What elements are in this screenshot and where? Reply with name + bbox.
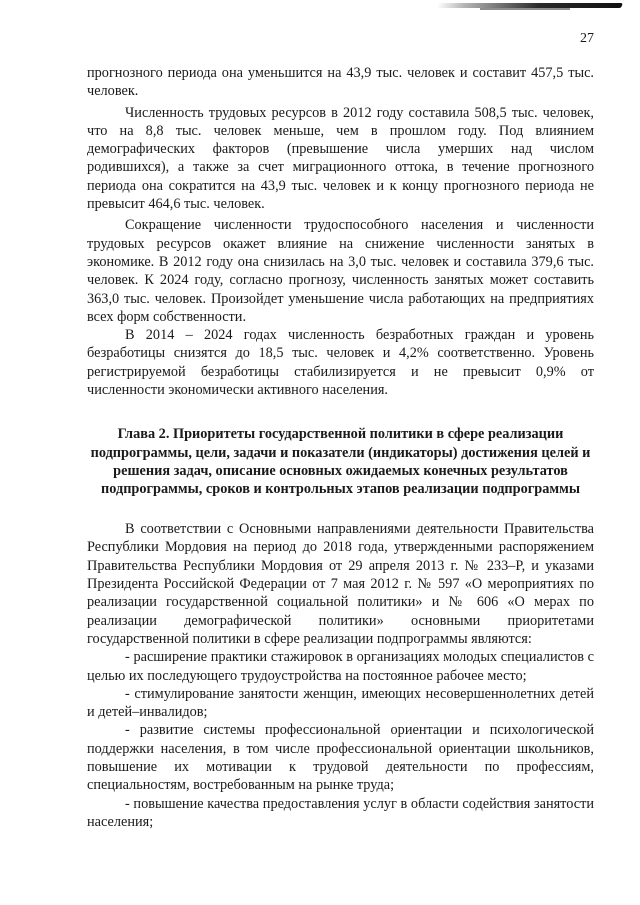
scan-artifact-line	[480, 8, 570, 10]
list-item-women-employment: - стимулирование занятости женщин, имеющих несовершеннолетних детей и детей–инвалидов;	[87, 685, 594, 721]
list-item-career-guidance: - развитие системы профессиональной ориентации и психологической поддержки населения, в том числе профессиональной ориентации школьников, повышение их мотивации к трудовой деятельности по профессиям, специальностям, востребованным на рынке труда;	[87, 722, 594, 794]
list-item-internships: - расширение практики стажировок в организациях молодых специалистов с целью их последующего трудоустройства на постоянное рабочее место;	[87, 649, 594, 684]
list-item-service-quality: - повышение качества предоставления услуг в области содействия занятости населения;	[87, 795, 594, 830]
page-number: 27	[580, 31, 594, 46]
document-body	[87, 64, 594, 831]
paragraph-employment: Сокращение численности трудоспособного населения и численности трудовых ресурсов окажет влияние на снижение численности занятых в экономике. В 2012 году она снизилась на 3,0 тыс. человек и составила 379,6 тыс. человек. К 2024 году, согласно прогнозу, численность занятых может составить 363,0 тыс. человек. Произойдет уменьшение числа работающих на предприятиях всех форм собственности.	[87, 217, 594, 325]
paragraph-unemployment: В 2014 – 2024 годах численность безработных граждан и уровень безработицы снизятся до 18,5 тыс. человек и 4,2% соответственно. Уровень регистрируемой безработицы стабилизируется и не превысит 0,9% от численности экономически активного населения.	[87, 327, 594, 399]
paragraph-labor-resources: Численность трудовых ресурсов в 2012 году составила 508,5 тыс. человек, что на 8,8 тыс. человек меньше, чем в прошлом году. Под влиянием демографических факторов (превышение числа умерших над числом родившихся), а также за счет миграционного оттока, в течение прогнозного периода она сократится на 43,9 тыс. человек и к концу прогнозного периода не превысит 464,6 тыс. человек.	[87, 104, 594, 213]
chapter-heading: Глава 2. Приоритеты государственной политики в сфере реализации подпрограммы, цели, задачи и показатели (индикаторы) достижения целей и решения задач, описание основных ожидаемых конечных результатов подпрограммы, сроков и контрольных этапов реализации подпрограммы	[90, 426, 591, 497]
paragraph-priorities-intro: В соответствии с Основными направлениями деятельности Правительства Республики Мордовия на период до 2018 года, утвержденными распоряжением Правительства Республики Мордовия от 29 апреля 2013 г. № 233–Р, и указами Президента Российской Федерации от 7 мая 2012 г. № 597 «О мероприятиях по реализации государственной социальной политики» и № 606 «О мерах по реализации демографической политики» основными приоритетами государственной политики в сфере реализации подпрограммы являются:	[87, 521, 594, 647]
paragraph-continuation: прогнозного периода она уменьшится на 43,9 тыс. человек и составит 457,5 тыс. человек.	[87, 65, 594, 100]
